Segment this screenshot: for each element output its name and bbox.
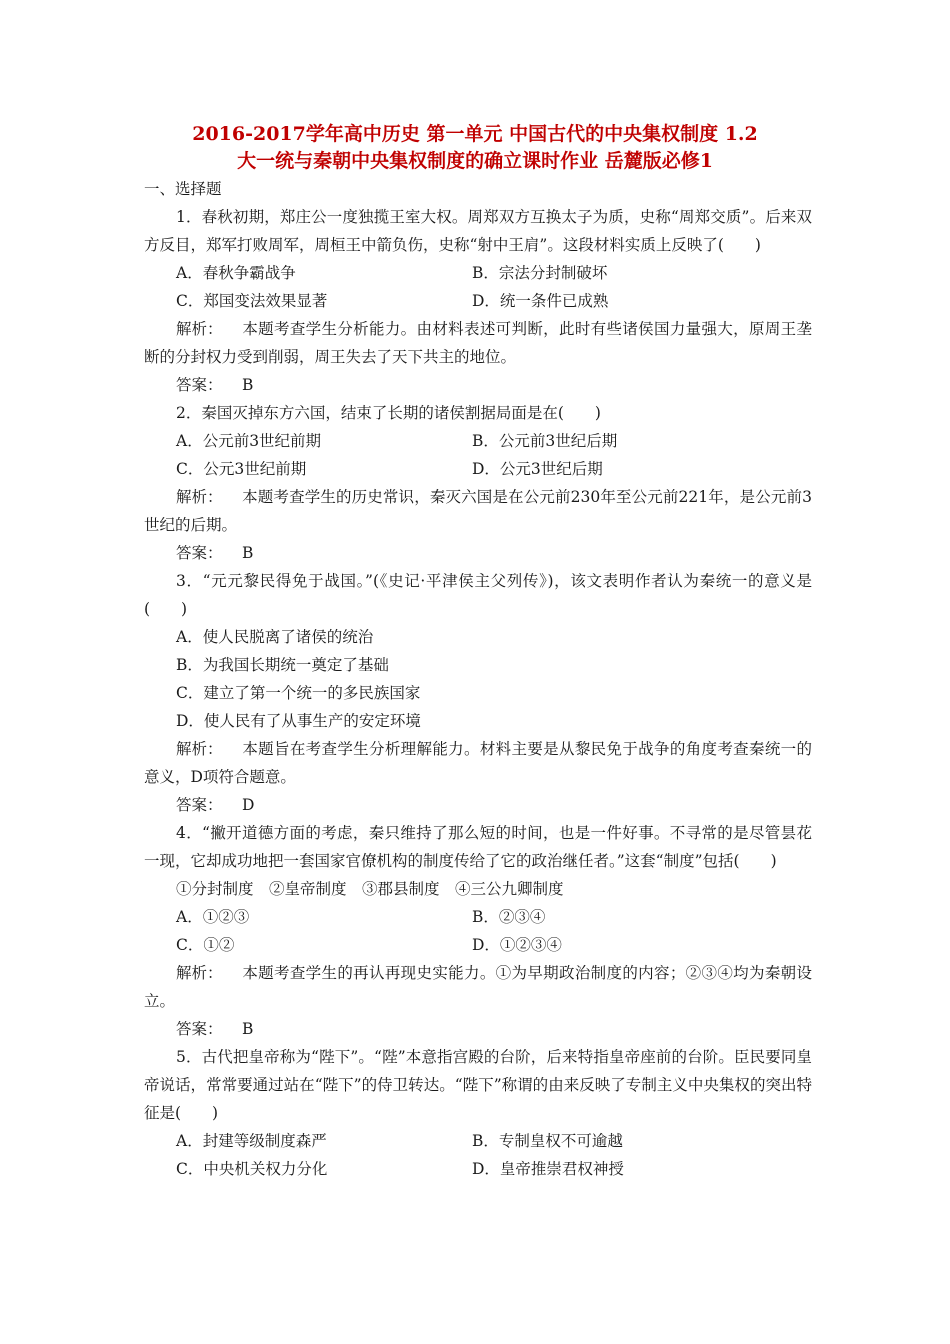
q5-option-d: D．皇帝推崇君权神授 <box>472 1160 624 1178</box>
q2-stem: 2．秦国灭掉东方六国，结束了长期的诸侯割据局面是在( ) <box>176 404 601 422</box>
q2-options-row-1 <box>144 427 812 455</box>
q4-options-row-2 <box>144 931 812 959</box>
title-line-2: 大一统与秦朝中央集权制度的确立课时作业 岳麓版必修1 <box>237 150 713 172</box>
q4-analysis-text: 本题考查学生的再认再现史实能力。①为早期政治制度的内容；②③④均为秦朝设立。 <box>144 964 812 1010</box>
q1-analysis-text: 本题考查学生分析能力。由材料表述可判断，此时有些诸侯国力量强大，原周王垄断的分封权力受到削弱，周王失去了天下共主的地位。 <box>144 320 812 366</box>
section-heading: 一、选择题 <box>144 180 222 198</box>
q3-option-b: B．为我国长期统一奠定了基础 <box>176 656 389 674</box>
q2-option-d: D．公元3世纪后期 <box>472 460 603 478</box>
analysis-label: 解析： <box>176 488 223 506</box>
q1-stem: 1．春秋初期，郑庄公一度独揽王室大权。周郑双方互换太子为质，史称“周郑交质”。后来双方反目，郑军打败周军，周桓王中箭负伤，史称“射中王肩”。这段材料实质上反映了( ) <box>144 208 812 254</box>
q3-answer <box>144 791 812 819</box>
q5-options-row-1 <box>144 1127 812 1155</box>
q4-items: ①分封制度 ②皇帝制度 ③郡县制度 ④三公九卿制度 <box>176 880 564 898</box>
q5-option-c: C．中央机关权力分化 <box>176 1160 328 1178</box>
q4-option-a: A．①②③ <box>176 908 250 926</box>
analysis-label: 解析： <box>176 740 223 758</box>
answer-label: 答案： <box>176 376 223 394</box>
title-line-1: 2016-2017学年高中历史 第一单元 中国古代的中央集权制度 1.2 <box>192 123 758 145</box>
q1-analysis <box>144 315 812 371</box>
q2-answer <box>144 539 812 567</box>
q5-options-row-2 <box>144 1155 812 1183</box>
q3-answer-value: D <box>242 796 255 814</box>
q3-option-a: A．使人民脱离了诸侯的统治 <box>176 628 374 646</box>
q4-answer-value: B <box>242 1020 254 1038</box>
answer-label: 答案： <box>176 796 223 814</box>
document-title <box>120 121 830 175</box>
q3-option-d: D．使人民有了从事生产的安定环境 <box>176 712 421 730</box>
q1-option-d: D．统一条件已成熟 <box>472 292 609 310</box>
q2-answer-value: B <box>242 544 254 562</box>
q4-options-row-1 <box>144 903 812 931</box>
q5-stem: 5．古代把皇帝称为“陛下”。“陛”本意指宫殿的台阶，后来特指皇帝座前的台阶。臣民要同皇帝说话，常常要通过站在“陛下”的侍卫转达。“陛下”称谓的由来反映了专制主义中央集权的突出特征是( ) <box>144 1048 812 1122</box>
q4-answer <box>144 1015 812 1043</box>
q1-options-row-2 <box>144 287 812 315</box>
q1-options-row-1 <box>144 259 812 287</box>
q5-option-b: B．专制皇权不可逾越 <box>472 1132 623 1150</box>
q1-answer-value: B <box>242 376 254 394</box>
q2-option-b: B．公元前3世纪后期 <box>472 432 618 450</box>
q2-options-row-2 <box>144 455 812 483</box>
q2-analysis <box>144 483 812 539</box>
q1-option-b: B．宗法分封制破坏 <box>472 264 608 282</box>
q5-option-a: A．封建等级制度森严 <box>176 1132 327 1150</box>
analysis-label: 解析： <box>176 320 223 338</box>
document-body <box>144 175 812 1183</box>
q1-option-a: A．春秋争霸战争 <box>176 264 296 282</box>
q1-option-c: C．郑国变法效果显著 <box>176 292 328 310</box>
answer-label: 答案： <box>176 1020 223 1038</box>
answer-label: 答案： <box>176 544 223 562</box>
q3-analysis <box>144 735 812 791</box>
q2-option-c: C．公元3世纪前期 <box>176 460 307 478</box>
q3-stem: 3．“元元黎民得免于战国。”(《史记·平津侯主父列传》)，该文表明作者认为秦统一的意义是( ) <box>144 572 812 618</box>
q4-option-c: C．①② <box>176 936 235 954</box>
analysis-label: 解析： <box>176 964 223 982</box>
q4-stem: 4．“撇开道德方面的考虑，秦只维持了那么短的时间，也是一件好事。不寻常的是尽管昙花一现，它却成功地把一套国家官僚机构的制度传给了它的政治继任者。”这套“制度”包括( ) <box>144 824 812 870</box>
q4-analysis <box>144 959 812 1015</box>
q3-analysis-text: 本题旨在考查学生分析理解能力。材料主要是从黎民免于战争的角度考查秦统一的意义，D项符合题意。 <box>144 740 812 786</box>
q4-option-b: B．②③④ <box>472 908 546 926</box>
q4-option-d: D．①②③④ <box>472 936 562 954</box>
q2-analysis-text: 本题考查学生的历史常识，秦灭六国是在公元前230年至公元前221年，是公元前3世纪的后期。 <box>144 488 812 534</box>
q3-option-c: C．建立了第一个统一的多民族国家 <box>176 684 421 702</box>
q1-answer <box>144 371 812 399</box>
q2-option-a: A．公元前3世纪前期 <box>176 432 322 450</box>
